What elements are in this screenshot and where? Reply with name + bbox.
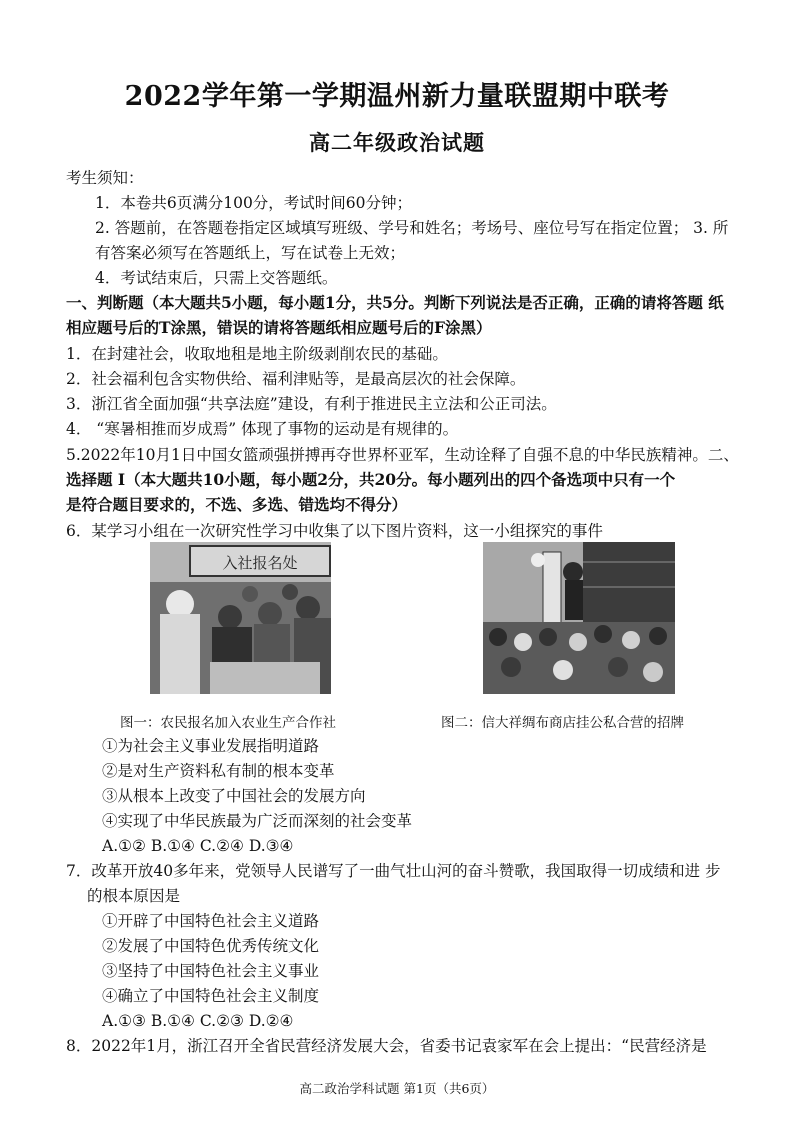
section2-heading: 是符合题目要求的，不选、多选、错选均不得分） [66, 495, 408, 514]
photo-caption-1: 图一：农民报名加入农业生产合作社 [120, 715, 336, 731]
question-item: 5.2022年10月1日中国女篮顽强拼搏再夺世界杯亚军，生动诠释了自强不息的中华民族精神。二、 [66, 446, 739, 464]
option-item: ③坚持了中国特色社会主义事业 [102, 962, 320, 980]
question-item: 2．社会福利包含实物供给、福利津贴等，是最高层次的社会保障。 [66, 370, 526, 388]
page-title: 2022学年第一学期温州新力量联盟期中联考 [124, 81, 670, 112]
option-item: ①开辟了中国特色社会主义道路 [102, 912, 320, 930]
cooperative-sign-text: 入社报名处 [222, 554, 298, 572]
question-item: 1．在封建社会，收取地租是地主阶级剥削农民的基础。 [66, 345, 448, 363]
option-item: ②是对生产资料私有制的根本变革 [102, 762, 335, 780]
notice-item: 1．本卷共6页满分100分，考试时间60分钟； [95, 194, 413, 212]
answer-choices: A.①② B.①④ C.②④ D.③④ [102, 837, 294, 855]
question-6-stem: 6．某学习小组在一次研究性学习中收集了以下图片资料，这一小组探究的事件 [66, 522, 603, 540]
answer-choices: A.①③ B.①④ C.②③ D.②④ [102, 1012, 294, 1030]
photo-farmers-cooperative [150, 542, 331, 694]
notice-item: 有答案必须写在答题纸上，写在试卷上无效； [95, 244, 406, 262]
section2-heading: 选择题 I（本大题共10小题，每小题2分，共20分。每小题列出的四个备选项中只有一个 [66, 470, 676, 489]
section1-heading: 相应题号后的T涂黑，错误的请将答题纸相应题号后的F涂黑） [66, 318, 492, 337]
notice-heading: 考生须知： [66, 169, 144, 187]
notice-item: 2. 答题前，在答题卷指定区域填写班级、学号和姓名；考场号、座位号写在指定位置； 3. 所 [95, 219, 729, 237]
question-item: 3．浙江省全面加强“共享法庭”建设，有利于推进民主立法和公正司法。 [66, 395, 557, 413]
option-item: ①为社会主义事业发展指明道路 [102, 737, 320, 755]
page-subtitle: 高二年级政治试题 [309, 130, 485, 155]
option-item: ④确立了中国特色社会主义制度 [102, 987, 320, 1005]
question-item: 4． “寒暑相推而岁成焉” 体现了事物的运动是有规律的。 [66, 420, 459, 438]
page-footer: 高二政治学科试题 第1页（共6页） [299, 1081, 495, 1096]
section1-heading: 一、判断题（本大题共5小题，每小题1分，共5分。判断下列说法是否正确，正确的请将答题 纸 [66, 293, 724, 312]
photo-xindaxiang-store [483, 542, 675, 694]
option-item: ②发展了中国特色优秀传统文化 [102, 937, 320, 955]
photo-caption-2: 图二：信大祥绸布商店挂公私合营的招牌 [441, 715, 684, 731]
notice-item: 4．考试结束后，只需上交答题纸。 [95, 269, 338, 287]
option-item: ④实现了中华民族最为广泛而深刻的社会变革 [102, 812, 413, 830]
option-item: ③从根本上改变了中国社会的发展方向 [102, 787, 366, 805]
question-7-stem: 的根本原因是 [87, 887, 181, 905]
question-7-stem: 7．改革开放40多年来，党领导人民谱写了一曲气壮山河的奋斗赞歌，我国取得一切成绩和进 步 [66, 862, 721, 880]
question-8-stem: 8．2022年1月，浙江召开全省民营经济发展大会，省委书记袁家军在会上提出：“民营经济是 [66, 1037, 707, 1055]
